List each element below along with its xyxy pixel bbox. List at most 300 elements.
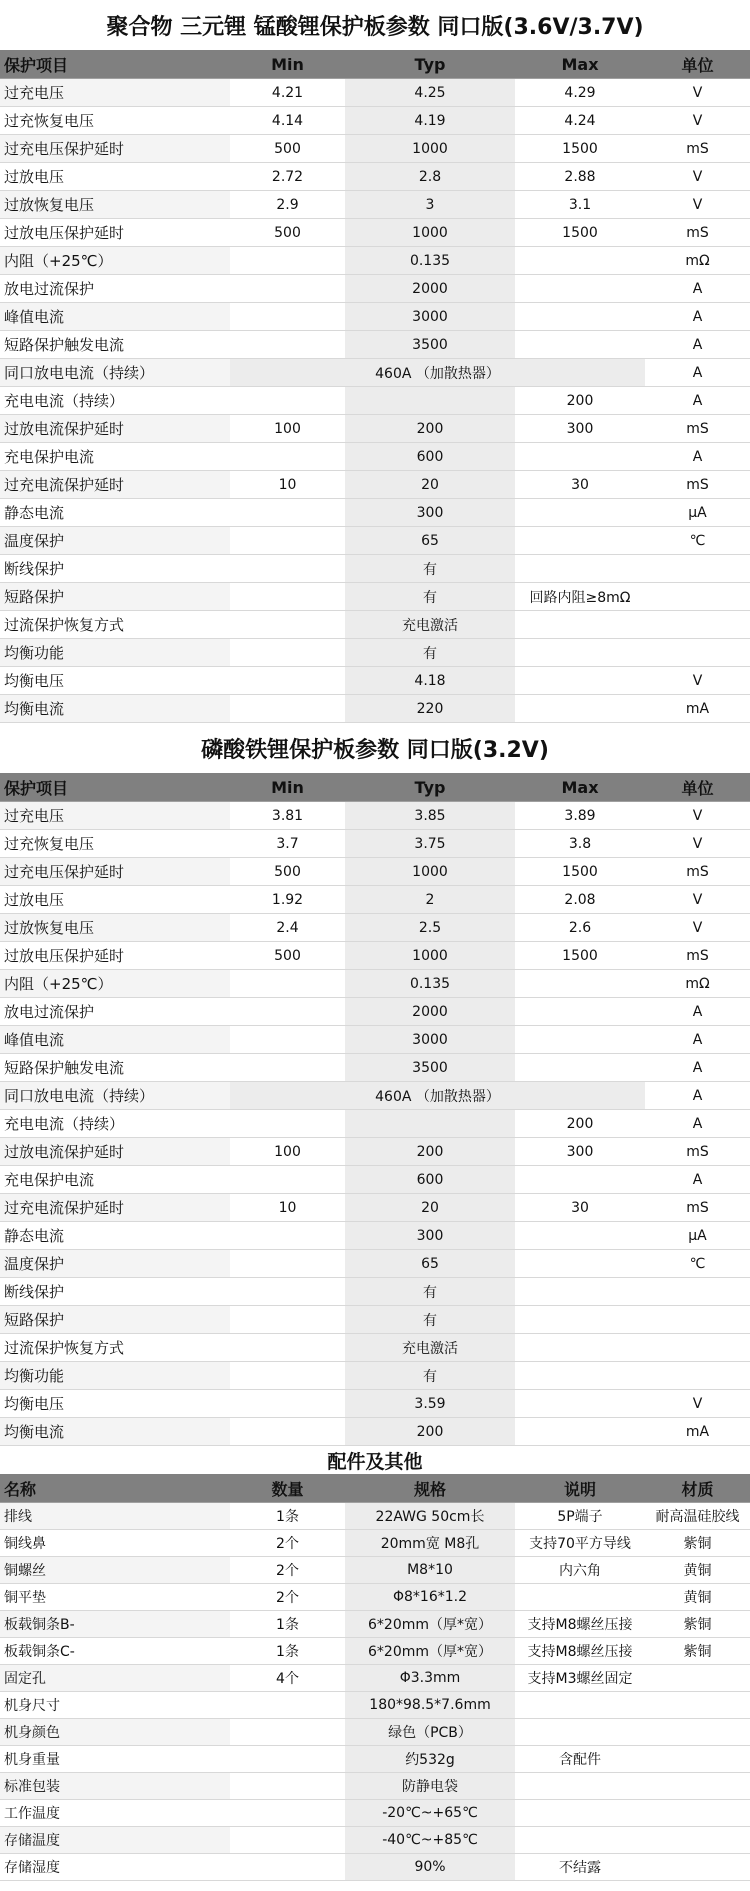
accessory-spec: 防静电袋 xyxy=(345,1773,515,1800)
accessory-spec: 90% xyxy=(345,1854,515,1881)
accessory-note: 内六角 xyxy=(515,1557,645,1584)
param-name: 均衡功能 xyxy=(0,639,230,667)
param-name: 断线保护 xyxy=(0,1278,230,1306)
param-unit: A xyxy=(645,1110,750,1138)
param-typ xyxy=(345,1110,515,1138)
param-max: 1500 xyxy=(515,942,645,970)
param-name: 过流保护恢复方式 xyxy=(0,1334,230,1362)
param-name: 均衡功能 xyxy=(0,1362,230,1390)
header-unit: 单位 xyxy=(645,50,750,79)
param-max: 30 xyxy=(515,471,645,499)
param-unit xyxy=(645,1362,750,1390)
param-min xyxy=(230,1110,345,1138)
param-max: 1500 xyxy=(515,219,645,247)
param-max: 200 xyxy=(515,387,645,415)
accessory-note: 支持M8螺丝压接 xyxy=(515,1638,645,1665)
param-max: 3.8 xyxy=(515,830,645,858)
param-name: 过放恢复电压 xyxy=(0,914,230,942)
header-min: Min xyxy=(230,50,345,79)
accessory-spec: 20mm宽 M8孔 xyxy=(345,1530,515,1557)
param-typ: 2000 xyxy=(345,275,515,303)
param-unit: mS xyxy=(645,942,750,970)
param-typ: 200 xyxy=(345,415,515,443)
param-unit: μA xyxy=(645,499,750,527)
param-typ: 有 xyxy=(345,583,515,611)
param-max: 3.1 xyxy=(515,191,645,219)
param-max xyxy=(515,527,645,555)
param-max xyxy=(515,1250,645,1278)
param-name: 过放电压 xyxy=(0,163,230,191)
param-max xyxy=(515,331,645,359)
param-name: 短路保护 xyxy=(0,1306,230,1334)
accessory-note: 含配件 xyxy=(515,1746,645,1773)
param-typ: 3.75 xyxy=(345,830,515,858)
param-min xyxy=(230,1278,345,1306)
table-row xyxy=(0,275,750,303)
param-name: 峰值电流 xyxy=(0,303,230,331)
accessory-material xyxy=(645,1719,750,1746)
param-typ: 充电激活 xyxy=(345,1334,515,1362)
table-row xyxy=(0,1692,750,1719)
param-min: 4.21 xyxy=(230,79,345,107)
accessory-note xyxy=(515,1827,645,1854)
param-typ: 3.59 xyxy=(345,1390,515,1418)
accessory-name: 机身颜色 xyxy=(0,1719,230,1746)
param-name: 均衡电流 xyxy=(0,695,230,723)
param-typ: 3500 xyxy=(345,331,515,359)
param-unit: V xyxy=(645,191,750,219)
table-row xyxy=(0,1854,750,1881)
param-min xyxy=(230,998,345,1026)
param-min xyxy=(230,1418,345,1446)
table-row xyxy=(0,191,750,219)
header-item: 保护项目 xyxy=(0,773,230,802)
param-name: 静态电流 xyxy=(0,499,230,527)
param-name: 静态电流 xyxy=(0,1222,230,1250)
param-unit xyxy=(645,555,750,583)
header-spec: 规格 xyxy=(345,1474,515,1503)
param-min xyxy=(230,1306,345,1334)
param-max xyxy=(515,695,645,723)
param-max: 3.89 xyxy=(515,802,645,830)
param-max xyxy=(515,1278,645,1306)
param-min: 3.81 xyxy=(230,802,345,830)
param-unit: A xyxy=(645,387,750,415)
accessory-spec: 约532g xyxy=(345,1746,515,1773)
table-row xyxy=(0,247,750,275)
param-min: 1.92 xyxy=(230,886,345,914)
table-row xyxy=(0,1026,750,1054)
accessory-material: 紫铜 xyxy=(645,1638,750,1665)
param-name: 短路保护 xyxy=(0,583,230,611)
table-row xyxy=(0,858,750,886)
accessory-qty xyxy=(230,1719,345,1746)
header-note: 说明 xyxy=(515,1474,645,1503)
accessory-name: 铜螺丝 xyxy=(0,1557,230,1584)
param-unit: ℃ xyxy=(645,527,750,555)
param-name: 短路保护触发电流 xyxy=(0,331,230,359)
param-merged-value: 460A （加散热器） xyxy=(230,359,645,387)
param-unit: A xyxy=(645,1026,750,1054)
param-unit xyxy=(645,611,750,639)
param-min: 500 xyxy=(230,858,345,886)
section2-title: 磷酸铁锂保护板参数 同口版(3.2V) xyxy=(0,723,750,773)
table-row xyxy=(0,1418,750,1446)
accessory-qty xyxy=(230,1746,345,1773)
param-max xyxy=(515,639,645,667)
param-unit: V xyxy=(645,914,750,942)
table-row xyxy=(0,555,750,583)
param-max: 4.29 xyxy=(515,79,645,107)
param-max xyxy=(515,1054,645,1082)
table-row xyxy=(0,1665,750,1692)
accessory-note: 5P端子 xyxy=(515,1503,645,1530)
table-row xyxy=(0,1222,750,1250)
param-unit: μA xyxy=(645,1222,750,1250)
param-min xyxy=(230,555,345,583)
table-row xyxy=(0,1503,750,1530)
table-row xyxy=(0,135,750,163)
param-max: 300 xyxy=(515,415,645,443)
param-min: 2.9 xyxy=(230,191,345,219)
table-row xyxy=(0,802,750,830)
accessory-material: 黄铜 xyxy=(645,1584,750,1611)
param-min xyxy=(230,1222,345,1250)
param-typ: 20 xyxy=(345,471,515,499)
table-row xyxy=(0,1719,750,1746)
accessory-note: 支持M3螺丝固定 xyxy=(515,1665,645,1692)
param-typ: 65 xyxy=(345,527,515,555)
param-name: 放电过流保护 xyxy=(0,275,230,303)
param-name: 温度保护 xyxy=(0,527,230,555)
param-max xyxy=(515,1306,645,1334)
accessory-name: 存储湿度 xyxy=(0,1854,230,1881)
param-unit: A xyxy=(645,275,750,303)
accessory-note xyxy=(515,1692,645,1719)
param-name: 过放电压 xyxy=(0,886,230,914)
table-row xyxy=(0,303,750,331)
accessory-spec: 180*98.5*7.6mm xyxy=(345,1692,515,1719)
accessory-qty: 1条 xyxy=(230,1611,345,1638)
param-unit: mΩ xyxy=(645,970,750,998)
param-typ: 600 xyxy=(345,1166,515,1194)
param-max: 2.88 xyxy=(515,163,645,191)
header-max: Max xyxy=(515,50,645,79)
accessory-material xyxy=(645,1773,750,1800)
accessory-spec: -40℃~+85℃ xyxy=(345,1827,515,1854)
table-row xyxy=(0,163,750,191)
accessory-material xyxy=(645,1800,750,1827)
header-min: Min xyxy=(230,773,345,802)
table-row xyxy=(0,415,750,443)
param-name: 过充恢复电压 xyxy=(0,107,230,135)
param-min: 500 xyxy=(230,942,345,970)
param-min xyxy=(230,1362,345,1390)
header-item: 保护项目 xyxy=(0,50,230,79)
param-min: 2.72 xyxy=(230,163,345,191)
param-name: 充电保护电流 xyxy=(0,443,230,471)
accessory-qty xyxy=(230,1800,345,1827)
param-name: 充电电流（持续） xyxy=(0,1110,230,1138)
table-row xyxy=(0,1638,750,1665)
param-name: 同口放电电流（持续） xyxy=(0,359,230,387)
param-unit: V xyxy=(645,79,750,107)
param-min xyxy=(230,1334,345,1362)
param-min: 10 xyxy=(230,471,345,499)
param-min: 4.14 xyxy=(230,107,345,135)
param-max xyxy=(515,499,645,527)
param-max xyxy=(515,555,645,583)
accessory-material: 紫铜 xyxy=(645,1530,750,1557)
param-unit: A xyxy=(645,443,750,471)
param-unit xyxy=(645,1306,750,1334)
param-name: 过放电流保护延时 xyxy=(0,415,230,443)
param-max: 2.08 xyxy=(515,886,645,914)
param-min xyxy=(230,1054,345,1082)
param-max xyxy=(515,970,645,998)
accessory-note xyxy=(515,1773,645,1800)
accessory-name: 机身重量 xyxy=(0,1746,230,1773)
accessory-material: 耐高温硅胶线 xyxy=(645,1503,750,1530)
param-max xyxy=(515,611,645,639)
accessory-material: 紫铜 xyxy=(645,1611,750,1638)
param-unit: V xyxy=(645,163,750,191)
accessory-name: 铜线鼻 xyxy=(0,1530,230,1557)
param-typ: 300 xyxy=(345,499,515,527)
param-typ: 2.5 xyxy=(345,914,515,942)
param-typ: 20 xyxy=(345,1194,515,1222)
param-max xyxy=(515,247,645,275)
param-max xyxy=(515,443,645,471)
table-row xyxy=(0,1306,750,1334)
table-row xyxy=(0,1278,750,1306)
accessory-qty: 2个 xyxy=(230,1584,345,1611)
param-unit: mS xyxy=(645,415,750,443)
param-max xyxy=(515,275,645,303)
param-max xyxy=(515,1222,645,1250)
param-unit xyxy=(645,639,750,667)
section3-table xyxy=(0,1474,750,1881)
accessory-material xyxy=(645,1854,750,1881)
section2-table xyxy=(0,773,750,1446)
section1-title: 聚合物 三元锂 锰酸锂保护板参数 同口版(3.6V/3.7V) xyxy=(0,0,750,50)
param-typ: 300 xyxy=(345,1222,515,1250)
table-row xyxy=(0,998,750,1026)
accessory-spec: 22AWG 50cm长 xyxy=(345,1503,515,1530)
param-min xyxy=(230,583,345,611)
param-max: 200 xyxy=(515,1110,645,1138)
accessory-spec: 绿色（PCB） xyxy=(345,1719,515,1746)
table-row xyxy=(0,79,750,107)
param-unit: mA xyxy=(645,695,750,723)
param-typ: 0.135 xyxy=(345,970,515,998)
accessory-spec: Φ8*16*1.2 xyxy=(345,1584,515,1611)
param-unit xyxy=(645,583,750,611)
param-unit: A xyxy=(645,303,750,331)
param-unit: mS xyxy=(645,1194,750,1222)
table-row xyxy=(0,1054,750,1082)
param-typ: 1000 xyxy=(345,858,515,886)
table-row xyxy=(0,1800,750,1827)
param-name: 均衡电流 xyxy=(0,1418,230,1446)
accessory-material xyxy=(645,1692,750,1719)
param-max xyxy=(515,1166,645,1194)
param-min: 500 xyxy=(230,135,345,163)
accessory-spec: Φ3.3mm xyxy=(345,1665,515,1692)
table-row xyxy=(0,1611,750,1638)
table-row xyxy=(0,1362,750,1390)
table-row xyxy=(0,527,750,555)
accessory-note: 支持M8螺丝压接 xyxy=(515,1611,645,1638)
table-row xyxy=(0,1390,750,1418)
param-name: 过流保护恢复方式 xyxy=(0,611,230,639)
param-min: 100 xyxy=(230,1138,345,1166)
param-min xyxy=(230,275,345,303)
accessory-note xyxy=(515,1584,645,1611)
param-name: 短路保护触发电流 xyxy=(0,1054,230,1082)
param-max xyxy=(515,1026,645,1054)
header-row xyxy=(0,50,750,79)
accessory-qty: 1条 xyxy=(230,1503,345,1530)
table-row xyxy=(0,1530,750,1557)
param-max xyxy=(515,303,645,331)
param-min: 2.4 xyxy=(230,914,345,942)
param-typ xyxy=(345,387,515,415)
param-min xyxy=(230,527,345,555)
table-row xyxy=(0,970,750,998)
param-typ: 200 xyxy=(345,1138,515,1166)
accessory-name: 机身尺寸 xyxy=(0,1692,230,1719)
header-unit: 单位 xyxy=(645,773,750,802)
param-name: 过充电压保护延时 xyxy=(0,135,230,163)
param-name: 均衡电压 xyxy=(0,1390,230,1418)
accessory-material: 黄铜 xyxy=(645,1557,750,1584)
param-name: 断线保护 xyxy=(0,555,230,583)
param-unit xyxy=(645,1334,750,1362)
param-typ: 600 xyxy=(345,443,515,471)
param-unit: V xyxy=(645,107,750,135)
param-unit: mS xyxy=(645,471,750,499)
table-row xyxy=(0,1194,750,1222)
param-unit: V xyxy=(645,830,750,858)
table-row xyxy=(0,359,750,387)
accessory-qty xyxy=(230,1854,345,1881)
param-name: 充电保护电流 xyxy=(0,1166,230,1194)
param-typ: 3.85 xyxy=(345,802,515,830)
table-row xyxy=(0,471,750,499)
param-typ: 220 xyxy=(345,695,515,723)
table-row xyxy=(0,443,750,471)
param-name: 过充电流保护延时 xyxy=(0,471,230,499)
accessory-qty: 2个 xyxy=(230,1557,345,1584)
header-typ: Typ xyxy=(345,50,515,79)
param-min: 3.7 xyxy=(230,830,345,858)
header-name: 名称 xyxy=(0,1474,230,1503)
param-typ: 3 xyxy=(345,191,515,219)
accessory-name: 固定孔 xyxy=(0,1665,230,1692)
accessory-name: 板载铜条C- xyxy=(0,1638,230,1665)
param-typ: 1000 xyxy=(345,219,515,247)
param-min xyxy=(230,247,345,275)
param-name: 过放电流保护延时 xyxy=(0,1138,230,1166)
accessory-note: 不结露 xyxy=(515,1854,645,1881)
param-min xyxy=(230,1390,345,1418)
param-unit: mA xyxy=(645,1418,750,1446)
param-name: 过充电压 xyxy=(0,802,230,830)
table-row xyxy=(0,499,750,527)
param-unit: mS xyxy=(645,135,750,163)
param-max xyxy=(515,1362,645,1390)
param-typ: 2.8 xyxy=(345,163,515,191)
table-row xyxy=(0,1827,750,1854)
param-typ: 3000 xyxy=(345,303,515,331)
param-min xyxy=(230,303,345,331)
param-min xyxy=(230,1250,345,1278)
param-max xyxy=(515,1418,645,1446)
param-name: 过放电压保护延时 xyxy=(0,219,230,247)
param-max: 300 xyxy=(515,1138,645,1166)
param-max xyxy=(515,1334,645,1362)
accessory-name: 排线 xyxy=(0,1503,230,1530)
table-row xyxy=(0,1773,750,1800)
header-max: Max xyxy=(515,773,645,802)
accessory-qty: 1条 xyxy=(230,1638,345,1665)
header-row xyxy=(0,1474,750,1503)
accessory-qty: 4个 xyxy=(230,1665,345,1692)
param-max xyxy=(515,1390,645,1418)
accessory-name: 铜平垫 xyxy=(0,1584,230,1611)
accessory-material xyxy=(645,1665,750,1692)
param-unit: V xyxy=(645,667,750,695)
table-row xyxy=(0,914,750,942)
param-min: 100 xyxy=(230,415,345,443)
param-name: 过充电压 xyxy=(0,79,230,107)
param-name: 内阻（+25℃） xyxy=(0,970,230,998)
accessory-material xyxy=(645,1746,750,1773)
param-unit: V xyxy=(645,802,750,830)
param-typ: 1000 xyxy=(345,942,515,970)
header-qty: 数量 xyxy=(230,1474,345,1503)
accessory-qty xyxy=(230,1827,345,1854)
param-typ: 有 xyxy=(345,1362,515,1390)
param-typ: 2000 xyxy=(345,998,515,1026)
param-max: 4.24 xyxy=(515,107,645,135)
param-typ: 0.135 xyxy=(345,247,515,275)
param-min xyxy=(230,970,345,998)
param-unit: V xyxy=(645,1390,750,1418)
param-max: 2.6 xyxy=(515,914,645,942)
param-min xyxy=(230,387,345,415)
table-row xyxy=(0,667,750,695)
param-unit: A xyxy=(645,1166,750,1194)
accessory-name: 工作温度 xyxy=(0,1800,230,1827)
accessory-name: 存储温度 xyxy=(0,1827,230,1854)
section1-table xyxy=(0,50,750,723)
param-unit: A xyxy=(645,1054,750,1082)
param-merged-value: 460A （加散热器） xyxy=(230,1082,645,1110)
param-unit: mS xyxy=(645,219,750,247)
table-row xyxy=(0,611,750,639)
accessory-note xyxy=(515,1719,645,1746)
param-name: 均衡电压 xyxy=(0,667,230,695)
param-name: 温度保护 xyxy=(0,1250,230,1278)
param-typ: 4.19 xyxy=(345,107,515,135)
param-unit: A xyxy=(645,1082,750,1110)
param-unit: A xyxy=(645,359,750,387)
table-row xyxy=(0,387,750,415)
param-name: 放电过流保护 xyxy=(0,998,230,1026)
param-name: 过放电压保护延时 xyxy=(0,942,230,970)
